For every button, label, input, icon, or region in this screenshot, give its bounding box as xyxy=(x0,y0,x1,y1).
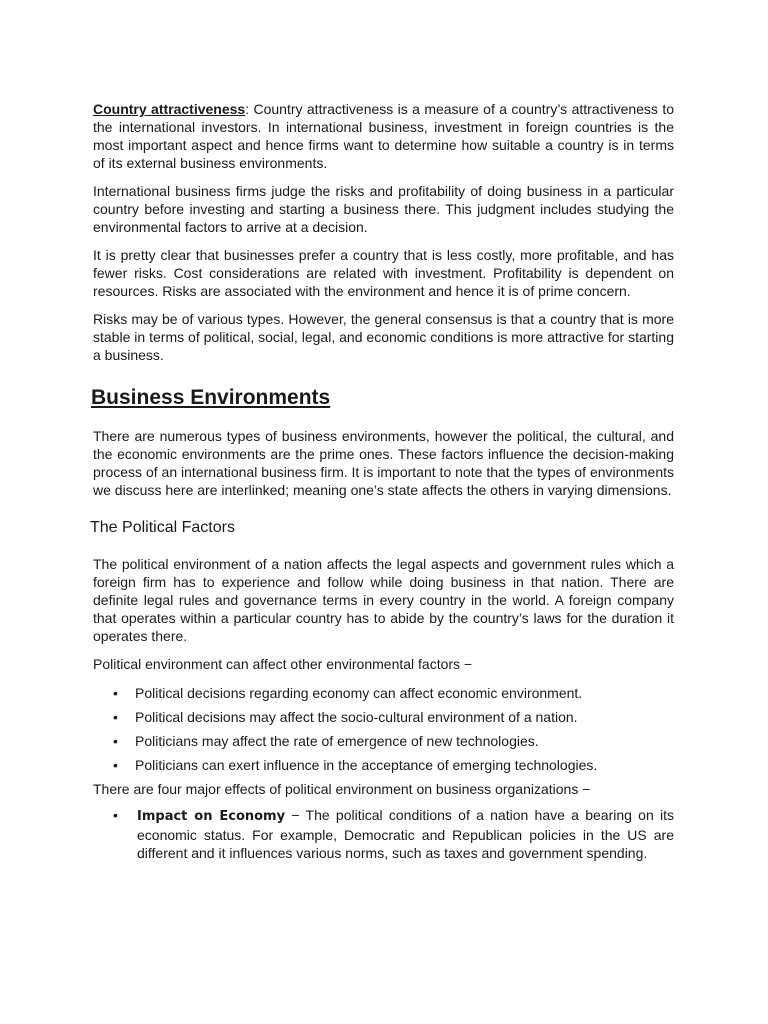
list-item-text: Political decisions may affect the socio-cultural environment of a nation. xyxy=(135,709,578,725)
bullet-icon: • xyxy=(113,757,118,773)
political-factors-heading: The Political Factors xyxy=(90,519,235,536)
bullet-icon: • xyxy=(113,709,118,725)
bullet-icon: • xyxy=(113,685,118,701)
four-effects-intro: There are four major effects of political environment on business organizations − xyxy=(93,781,591,797)
effect-text: − The political conditions of a nation have a bearing on its economic status. For example, Democratic and Republican policies in the US are different and it influences various norms, such as taxes and government spending. xyxy=(137,807,675,861)
list-item-text: Politicians may affect the rate of emergence of new technologies. xyxy=(135,733,539,749)
business-environments-paragraph: There are numerous types of business environments, however the political, the cultural, and the economic environments are the prime ones. These factors influence the decision-making process of an international business firm. It is important to note that the types of environments we discuss here are interlinked; meaning one’s state affects the others in varying dimensions. xyxy=(93,428,674,498)
judgment-paragraph: International business firms judge the risks and profitability of doing business in a particular country before investing and starting a business there. This judgment includes studying the environmental factors to arrive at a decision. xyxy=(93,183,674,235)
term-country-attractiveness: Country attractiveness xyxy=(93,101,246,117)
intro-paragraph xyxy=(93,100,674,172)
intro-paragraph-text: : Country attractiveness is a measure of a country’s attractiveness to the international investors. In international business, investment in foreign countries is the most important aspect and hence firms want to determine how suitable a country is in terms of its external business environments. xyxy=(93,101,674,171)
four-effects-list xyxy=(93,806,674,862)
list-item-text: Politicians can exert influence in the acceptance of emerging technologies. xyxy=(135,757,598,773)
list-item xyxy=(93,708,674,726)
risks-paragraph: Risks may be of various types. However, the general consensus is that a country that is more stable in terms of political, social, legal, and economic conditions is more attractive for starting a business. xyxy=(93,311,674,363)
business-environments-heading: Business Environments xyxy=(91,386,331,409)
document-page xyxy=(90,100,675,862)
list-item xyxy=(93,756,674,774)
political-effects-list xyxy=(93,684,674,774)
bullet-icon: • xyxy=(113,807,118,823)
bullet-icon: • xyxy=(113,733,118,749)
list-item-text: Political decisions regarding economy can affect economic environment. xyxy=(135,685,583,701)
preference-paragraph: It is pretty clear that businesses prefer a country that is less costly, more profitable, and has fewer risks. Cost considerations are related with investment. Profitability is dependent on resources. Risks are associated with the environment and hence it is of prime concern. xyxy=(93,247,674,299)
political-bullets-intro: Political environment can affect other environmental factors − xyxy=(93,656,473,672)
list-item xyxy=(93,732,674,750)
political-environment-paragraph: The political environment of a nation affects the legal aspects and government rules which a foreign firm has to experience and follow while doing business in that nation. There are definite legal rules and governance terms in every country in the world. A foreign company that operates within a particular country has to abide by the country’s laws for the duration it operates there. xyxy=(93,556,674,644)
list-item xyxy=(93,806,674,862)
list-item xyxy=(93,684,674,702)
effect-heading: Impact on Economy xyxy=(137,809,286,824)
